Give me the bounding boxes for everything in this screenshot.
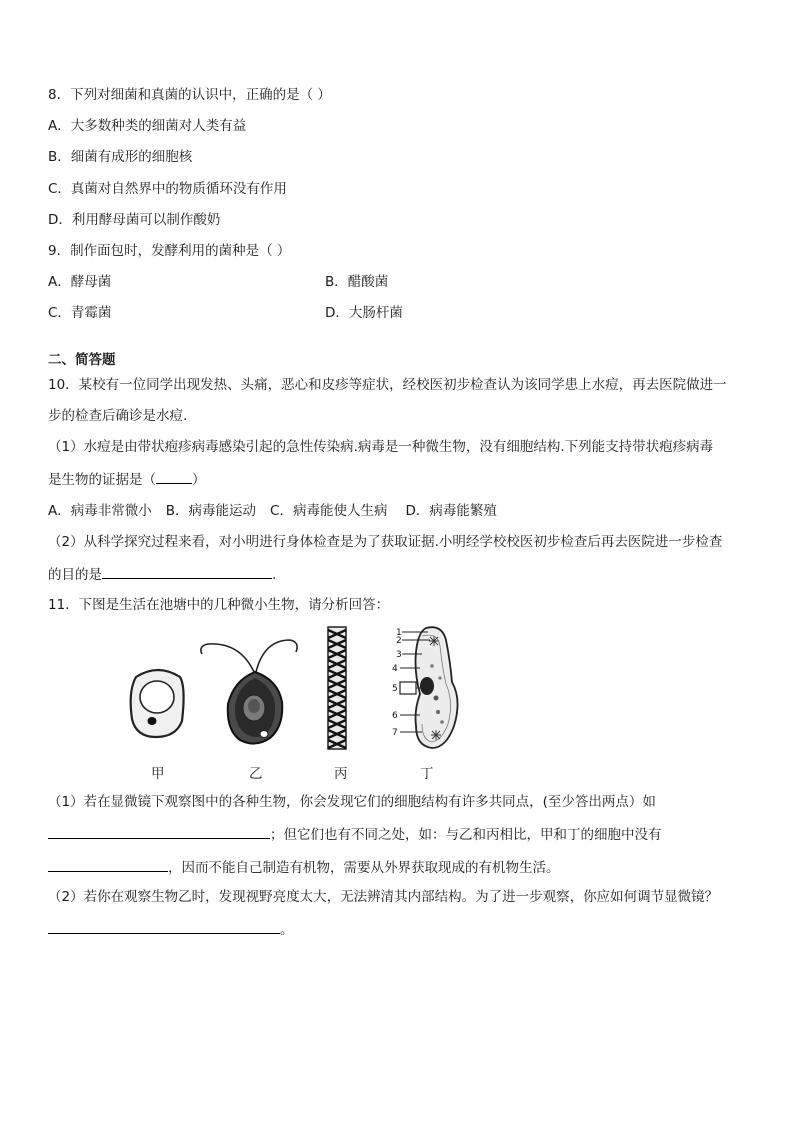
figure-number-6: 6 bbox=[392, 711, 398, 721]
q9-option-d: D．大肠杆菌 bbox=[325, 305, 403, 321]
q10-sub1-options bbox=[48, 502, 497, 520]
q11-sub2-line1: （2）若你在观察生物乙时，发现视野亮度太大，无法辨清其内部结构。为了进一步观察，你应如何调节显微镜？ bbox=[48, 889, 719, 905]
q10-sub2-end: . bbox=[272, 567, 277, 583]
q8-stem: 8．下列对细菌和真菌的认识中，正确的是（ ） bbox=[48, 87, 331, 103]
organism-bing-figure bbox=[325, 626, 349, 750]
q10-option-d: D．病毒能繁殖 bbox=[405, 503, 497, 519]
q10-sub2-text: 的目的是 bbox=[48, 567, 102, 583]
figure-label-yi: 乙 bbox=[249, 766, 263, 782]
organism-yi-figure bbox=[200, 634, 300, 749]
q10-sub1-text: 是生物的证据是（ bbox=[48, 472, 156, 488]
q10-option-c: C．病毒能使人生病 bbox=[270, 503, 388, 519]
figure-number-4: 4 bbox=[392, 664, 398, 674]
q9-option-c: C．青霉菌 bbox=[48, 305, 112, 321]
figure-number-5: 5 bbox=[392, 684, 398, 694]
q11-sub1-line1: （1）若在显微镜下观察图中的各种生物，你会发现它们的细胞结构有许多共同点，(至少答出两点）如 bbox=[48, 794, 656, 810]
q9-option-b: B．醋酸菌 bbox=[325, 274, 389, 290]
figure-label-jia: 甲 bbox=[151, 766, 165, 782]
q8-option-c: C．真菌对自然界中的物质循环没有作用 bbox=[48, 181, 287, 197]
q11-sub1-line3 bbox=[48, 857, 560, 877]
q9-stem: 9．制作面包时，发酵利用的菌种是（ ） bbox=[48, 243, 291, 259]
q11-stem: 11．下图是生活在池塘中的几种微小生物，请分析回答： bbox=[48, 597, 390, 613]
q10-stem-line1: 10．某校有一位同学出现发热、头痛，恶心和皮疹等症状，经校医初步检查认为该同学患上水痘，再去医院做进一 bbox=[48, 377, 727, 393]
q11-sub1-answer-blank-2[interactable] bbox=[48, 857, 168, 872]
q10-sub1-line2 bbox=[48, 469, 206, 489]
q11-sub1-text2: ；但它们也有不同之处，如：与乙和丙相比，甲和丁的细胞中没有 bbox=[270, 827, 662, 843]
figure-number-1: 1 bbox=[396, 628, 402, 638]
q10-option-b: B．病毒能运动 bbox=[165, 503, 257, 519]
figure-number-2: 2 bbox=[396, 636, 402, 646]
figure-label-bing: 丙 bbox=[334, 766, 348, 782]
figure-label-ding: 丁 bbox=[420, 766, 434, 782]
q10-sub1-close: ） bbox=[192, 472, 206, 488]
q11-sub1-line2 bbox=[48, 824, 662, 844]
q8-option-b: B．细菌有成形的细胞核 bbox=[48, 149, 193, 165]
q10-sub1-line1: （1）水痘是由带状疱疹病毒感染引起的急性传染病.病毒是一种微生物，没有细胞结构.下列能支持带状疱疹病毒 bbox=[48, 439, 714, 455]
organism-jia-figure bbox=[128, 667, 188, 741]
q11-sub2-line2 bbox=[48, 919, 294, 939]
section-title: 二、简答题 bbox=[48, 352, 116, 368]
q11-sub2-answer-blank[interactable] bbox=[48, 919, 280, 934]
organism-ding-figure bbox=[392, 626, 472, 752]
q11-sub1-text3: ，因而不能自己制造有机物，需要从外界获取现成的有机物生活。 bbox=[168, 860, 560, 876]
figure-number-3: 3 bbox=[396, 650, 402, 660]
q11-sub1-answer-blank-1[interactable] bbox=[48, 824, 270, 839]
q11-sub2-end: 。 bbox=[280, 922, 294, 938]
q10-option-a: A．病毒非常微小 bbox=[48, 503, 152, 519]
q8-option-a: A．大多数种类的细菌对人类有益 bbox=[48, 118, 247, 134]
q10-sub2-line1: （2）从科学探究过程来看，对小明进行身体检查是为了获取证据.小明经学校校医初步检查后再去医院进一步检查 bbox=[48, 534, 723, 550]
q10-stem-line2: 步的检查后确诊是水痘. bbox=[48, 408, 188, 424]
q10-sub2-line2 bbox=[48, 564, 276, 584]
q10-sub1-answer-blank[interactable] bbox=[156, 469, 192, 484]
figure-number-7: 7 bbox=[392, 728, 398, 738]
q10-sub2-answer-blank[interactable] bbox=[102, 564, 272, 579]
q9-option-a: A．酵母菌 bbox=[48, 274, 112, 290]
q8-option-d: D．利用酵母菌可以制作酸奶 bbox=[48, 212, 221, 228]
